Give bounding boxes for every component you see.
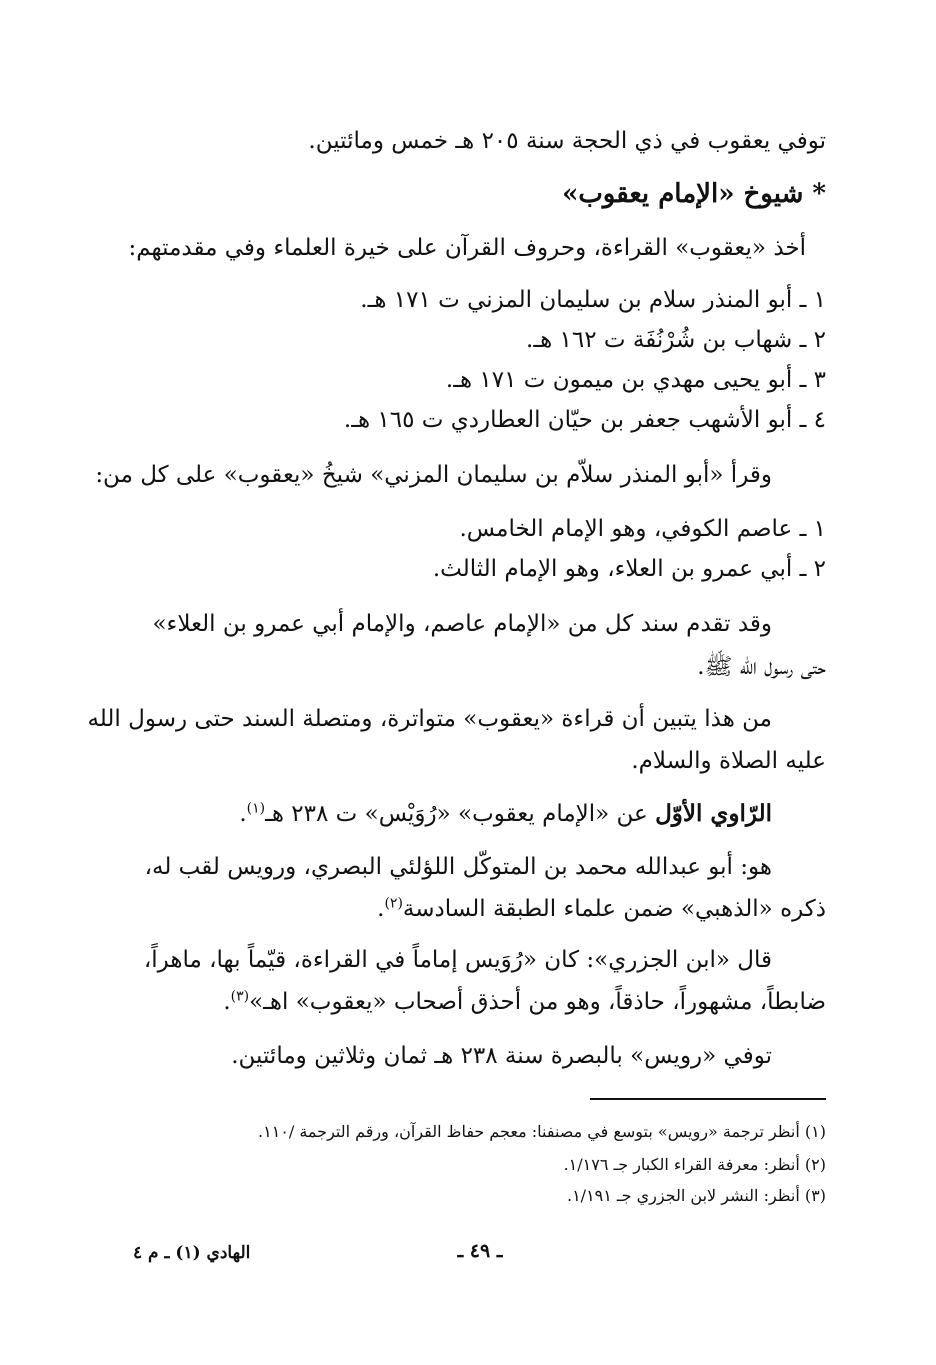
bio-paragraph-line-2 xyxy=(128,892,826,926)
teacher-list-item-3: ٣ ـ أبو يحيى مهدي بن ميمون ت ١٧١ هـ. xyxy=(445,367,826,393)
chain-list-item-2: ٢ ـ أبي عمرو بن العلاء، وهو الإمام الثالث. xyxy=(432,556,826,582)
period: . xyxy=(239,801,247,827)
section-heading: * شيوخ «الإمام يعقوب» xyxy=(562,179,826,209)
period: . xyxy=(223,989,231,1015)
footnote-1: (١) أنظر ترجمة «رويس» بتوسع في مصنفنا: معجم حفاظ القرآن، ورقم الترجمة /١١٠. xyxy=(258,1122,826,1141)
chain-paragraph: وقرأ «أبو المنذر سلاّم بن سليمان المزني» شيخُ «يعقوب» على كل من: xyxy=(95,462,772,488)
period: . xyxy=(377,896,385,922)
footnote-3: (٣) أنظر: النشر لابن الجزري جـ ١/١٩١. xyxy=(566,1186,826,1205)
tawatur-paragraph-line-2: عليه الصلاة والسلام. xyxy=(631,748,826,774)
footnote-ref-2: (٢) xyxy=(384,895,403,912)
footnote-2: (٢) أنظر: معرفة القراء الكبار جـ ١/١٧٦. xyxy=(563,1155,826,1174)
bio-paragraph-line-1: هو: أبو عبدالله محمد بن المتوكّل اللؤلئي البصري، ورويس لقب له، xyxy=(144,854,772,880)
rawi-death-line: توفي «رويس» بالبصرة سنة ٢٣٨ هـ ثمان وثلاثين ومائتين. xyxy=(231,1043,772,1069)
footnote-separator xyxy=(590,1098,826,1100)
first-narrator-heading xyxy=(128,797,772,831)
quote-text: ضابطاً، مشهوراً، حاذقاً، وهو من أحذق أصحاب «يعقوب» اهـ» xyxy=(249,989,826,1015)
chain-list-item-1: ١ ـ عاصم الكوفي، وهو الإمام الخامس. xyxy=(459,516,826,542)
footnote-ref-1: (١) xyxy=(246,800,266,817)
first-narrator-label: الرّاوي الأوّل xyxy=(655,800,772,827)
page-number: ـ ٤٩ ـ xyxy=(457,1240,503,1262)
intro-paragraph: أخذ «يعقوب» القراءة، وحروف القرآن على خيرة العلماء وفي مقدمتهم: xyxy=(128,235,806,261)
teacher-list-item-1: ١ ـ أبو المنذر سلام بن سليمان المزني ت ١٧١ هـ. xyxy=(360,287,826,313)
teacher-list-item-2: ٢ ـ شهاب بن شُرْنُفَة ت ١٦٢ هـ. xyxy=(526,327,826,353)
teacher-list-item-4: ٤ ـ أبو الأشهب جعفر بن حيّان العطاردي ت ١٦٥ هـ. xyxy=(343,407,826,433)
death-date-line: توفي يعقوب في ذي الحجة سنة ٢٠٥ هـ خمس ومائتين. xyxy=(308,128,826,154)
ibn-jazari-paragraph-line-1: قال «ابن الجزري»: كان «رُوَيس إماماً في القراءة، قيّماً بها، ماهراً، xyxy=(143,947,772,973)
isnad-paragraph-line-2: حتى رسول الله ﷺ. xyxy=(697,654,826,680)
isnad-paragraph-line-1: وقد تقدم سند كل من «الإمام عاصم، والإمام أبي عمرو بن العلاء» xyxy=(152,611,772,637)
book-reference: الهادي (١) ـ م ٤ xyxy=(133,1243,251,1263)
ibn-jazari-paragraph-line-2 xyxy=(128,985,826,1019)
bio-text: ذكره «الذهبي» ضمن علماء الطبقة السادسة xyxy=(402,896,826,922)
tawatur-paragraph-line-1: من هذا يتبين أن قراءة «يعقوب» متواترة، ومتصلة السند حتى رسول الله xyxy=(87,706,772,732)
footnote-ref-3: (٣) xyxy=(230,988,250,1005)
first-narrator-text: عن «الإمام يعقوب» «رُوَيْس» ت ٢٣٨ هـ xyxy=(265,801,648,827)
